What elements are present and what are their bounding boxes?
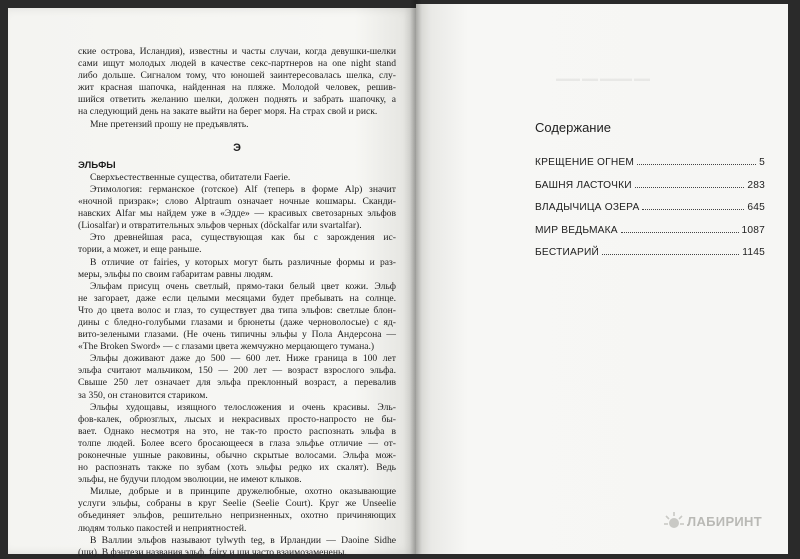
labirint-sun-icon <box>663 510 685 532</box>
text-line: В отличие от fairies, у которых могут быть различные формы и раз- <box>90 256 396 268</box>
toc-label: ВЛАДЫЧИЦА ОЗЕРА <box>535 202 640 214</box>
toc-label: БАШНЯ ЛАСТОЧКИ <box>535 179 632 191</box>
toc-page-number: 1145 <box>742 247 765 259</box>
text-line: Это древнейшая раса, существующая как бы с зарождения ис- <box>90 232 396 244</box>
toc-row <box>535 247 765 270</box>
text-line: Эльфам присущ очень светлый, прямо-таки белый цвет кожи. Эльф <box>90 280 396 292</box>
text-line: тории, а может, и еще раньше. <box>78 244 202 256</box>
toc-row <box>535 202 765 225</box>
text-line: жит красная шапочка, найденная на пляже. Молодой человек, решив- <box>78 82 396 94</box>
text-line: Сверхъестественные существа, обитатели Faerie. <box>90 171 291 183</box>
text-line: вито-зелеными глазами. (Не очень типичны эльфы у Пола Андерсона — <box>78 329 396 341</box>
text-line: не загорает, даже если целыми месяцами будет пребывать на солнце. <box>78 292 396 304</box>
text-line: Эльфы худощавы, изящного телосложения и очень красивы. Эль- <box>90 401 396 413</box>
text-line: «ночной призрак»; слово Alptraum означает ночные кошмары. Сканди- <box>78 196 396 208</box>
toc-page-number: 283 <box>747 179 765 191</box>
toc-title: Содержание <box>535 120 611 135</box>
toc-label: МИР ВЕДЬМАКА <box>535 224 618 236</box>
text-line: объединяет эльфов, решительно непризненных, охотно причиняющих <box>78 510 396 522</box>
text-line: Что до цвета волос и глаз, то существует два типа эльфов: светлые блон- <box>78 304 396 316</box>
text-line: либо дольше. Сигналом тому, что юношей заинтересовалась шелка, слу- <box>78 70 396 82</box>
text-line: Мне претензий прошу не предъявлять. <box>90 118 249 130</box>
toc-row <box>535 157 765 180</box>
text-line: эльфы, не будучи плодом эволюции, не имеют клыков. <box>78 474 302 486</box>
toc-leader-dots <box>621 232 739 233</box>
toc-page-number: 5 <box>759 157 765 168</box>
section-letter: Э <box>233 141 241 154</box>
bleed-through-text: ▬▬▬ ▬▬ ▬▬▬▬ ▬▬ <box>556 74 650 83</box>
text-line: толпе людей. Более всего бросающееся в глаза эльфье отличие — от- <box>78 437 396 449</box>
right-page <box>416 4 788 554</box>
text-line: услуги эльфы, собраны в круг Seelie (Seelie Court). Круг же Unseelie <box>78 498 396 510</box>
text-line: ские острова, Исландия), известны и часты случаи, когда девушки-шелки <box>78 46 396 57</box>
text-line: В Валлии эльфов называют tylwyth teg, в Ирландии — Daoine Sidhe <box>90 534 396 546</box>
text-line: вает. Однако несмотря на это, не так-то просто распознать эльфа в <box>78 425 396 437</box>
labirint-logo <box>663 510 762 532</box>
text-line: эльфа считают мальчиком, 150 — 200 лет — возраст взрослого эльфа. <box>78 365 396 377</box>
text-line: Эльфы доживают даже до 500 — 600 лет. Ниже граница в 100 лет <box>90 353 396 365</box>
text-line: роконечные ушные раковины, обычно скрытые волосами. Эльфа мож- <box>78 450 396 461</box>
text-line: Милые, добрые и в принципе дружелюбные, охотно оказывающие <box>90 486 396 498</box>
text-line: навских Alfar мы найдем уже в «Эдде» — красивых светозарных эльфов <box>78 208 396 220</box>
text-line: за 350, он становится стариком. <box>78 389 208 401</box>
toc-label: БЕСТИАРИЙ <box>535 247 600 259</box>
table-of-contents <box>535 120 765 270</box>
text-line: на следующий день на закате выйти на берег моря. На страх свой и риск. <box>78 106 378 118</box>
text-line: сами ищут молодых людей в качестве секс-партнеров на one night stand <box>78 58 396 70</box>
left-page <box>8 8 416 558</box>
toc-row <box>535 225 765 248</box>
toc-label: КРЕЩЕНИЕ ОГНЕМ <box>535 157 635 168</box>
toc-leader-dots <box>637 164 756 165</box>
entry-heading: ЭЛЬФЫ <box>78 159 116 171</box>
toc-row <box>535 180 765 203</box>
text-line: меры, эльфы по своим габаритам равны людям. <box>78 268 274 280</box>
text-line: (ши). В фэнтези названия эльф, fairy и ши часто взаимозаменены. <box>78 546 347 558</box>
text-line: (Liosalfar) и отвратительных эльфов черных (döckalfar или svartalfar). <box>78 220 362 232</box>
text-line: дины с бледно-голубыми глазами и брюнеты (даже черноволосые) с яд- <box>78 316 396 328</box>
book-spine <box>410 0 422 554</box>
text-line: фов-калек, обрюзглых, лысых и некрасивых просто-напросто не бы- <box>78 413 396 425</box>
toc-page-number: 645 <box>747 202 765 214</box>
text-line: Этимология: германское (готское) Alf (теперь в форме Alp) значит <box>90 183 396 195</box>
text-line: «The Broken Sword» — с глазами цвета жемчужно мерцающего тумана.) <box>78 341 375 353</box>
toc-page-number: 1087 <box>741 224 765 236</box>
text-line: шийся ответить желанию шелки, должен поднять и забрать шапочку, а <box>78 94 396 106</box>
text-line: но распознать также по зубам (хоть эльфы редко их скалят). Ведь <box>78 462 396 474</box>
text-line: людям только пакостей и неприятностей. <box>78 522 247 534</box>
left-page-text <box>78 46 396 559</box>
toc-list <box>535 157 765 270</box>
toc-leader-dots <box>602 254 739 255</box>
text-line: Свыше 250 лет означает для эльфа преклонный возраст, а перевалив <box>78 377 396 389</box>
labirint-logo-text: ЛАБИРИНТ <box>687 513 762 529</box>
toc-leader-dots <box>642 209 744 210</box>
toc-leader-dots <box>635 187 745 188</box>
